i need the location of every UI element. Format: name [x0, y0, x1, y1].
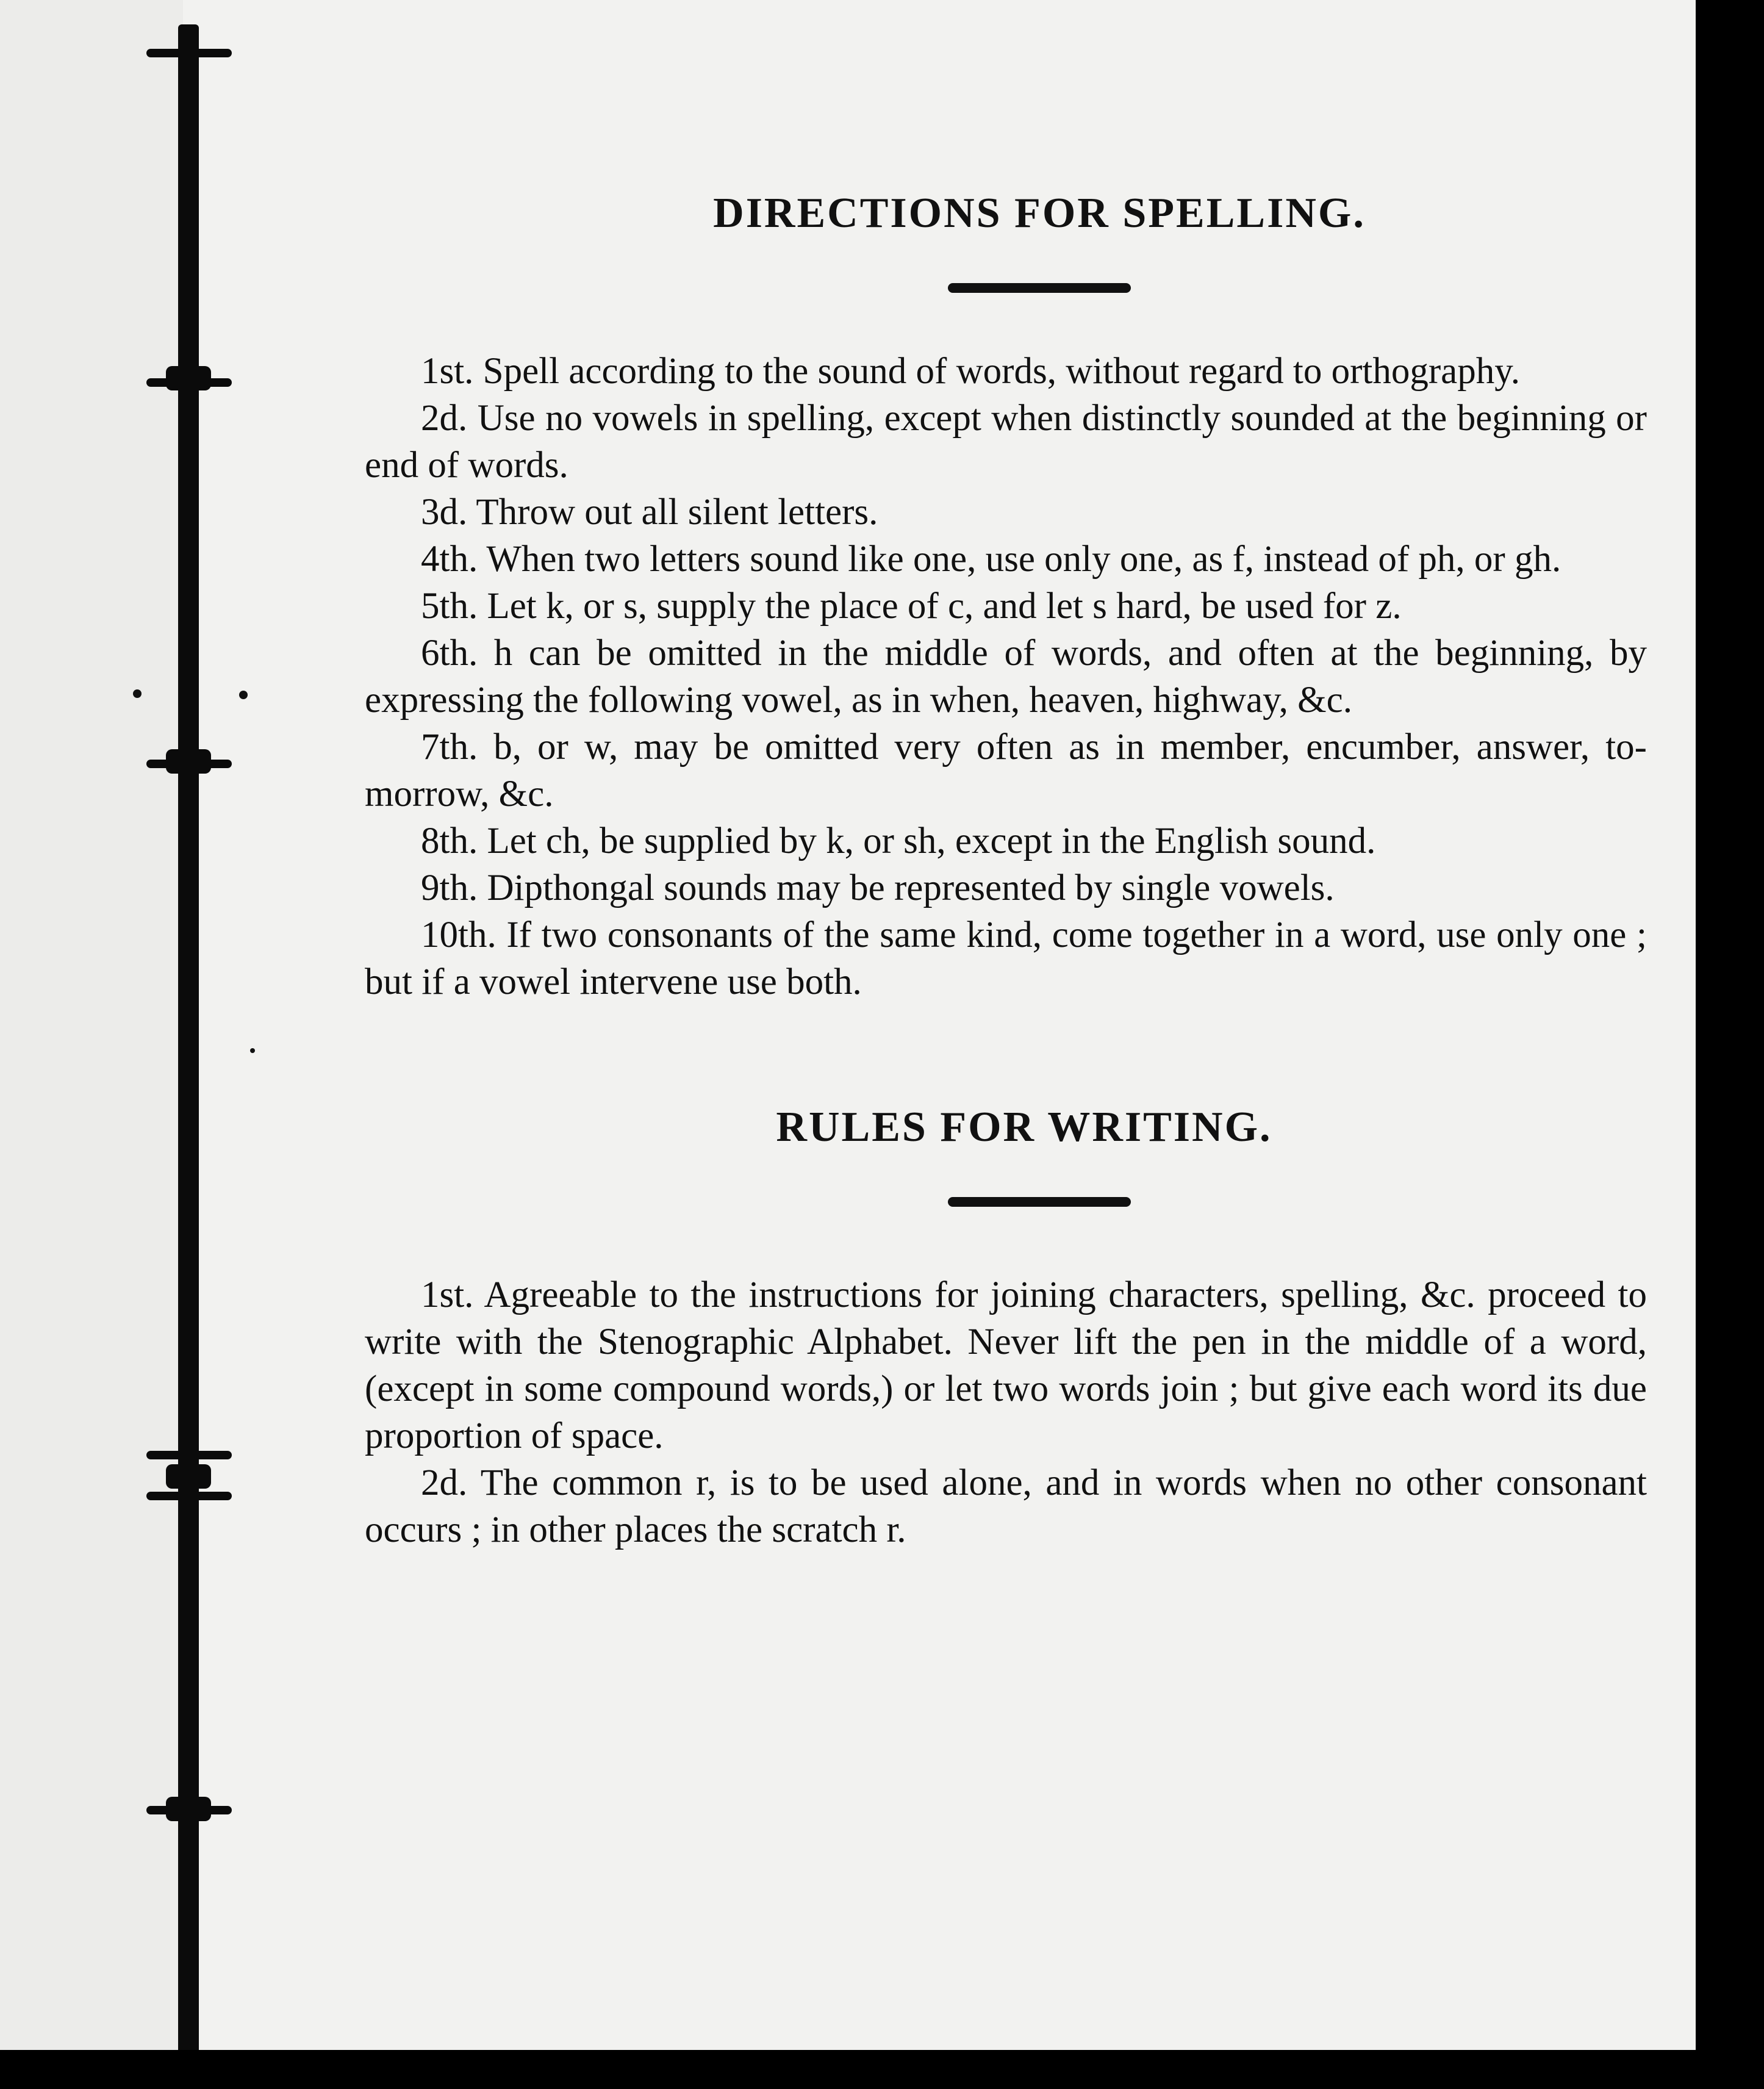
ink-mark [239, 691, 248, 699]
ornamental-rule [948, 1197, 1131, 1207]
list-item: 2d. The common r, is to be used alone, and in words when no other consonant occurs ; in other places the scratch r. [365, 1462, 1647, 1550]
page-content [365, 177, 1647, 1553]
list-item: 3d. Throw out all silent letters. [421, 492, 878, 533]
section-heading: RULES FOR WRITING. [776, 1104, 1272, 1151]
ink-mark [133, 689, 142, 698]
section-heading: DIRECTIONS FOR SPELLING. [713, 190, 1366, 237]
list-item: 1st. Spell according to the sound of words, without regard to orthography. [421, 351, 1521, 392]
binding-stitch-knot [166, 1464, 211, 1489]
binding-stitch [146, 1492, 232, 1500]
list-item: 2d. Use no vowels in spelling, except when distinctly sounded at the beginning or end of words. [365, 398, 1647, 486]
binding-stitch-knot [166, 749, 211, 774]
list-item: 10th. If two consonants of the same kind, come together in a word, use only one ; but if a vowel intervene use both. [365, 915, 1647, 1002]
list-item: 5th. Let k, or s, supply the place of c, and let s hard, be used for z. [421, 586, 1402, 627]
scan-border-right [1696, 0, 1764, 2089]
list-item: 7th. b, or w, may be omitted very often as in member, encumber, answer, to-morrow, &c. [365, 727, 1647, 814]
rule-list [365, 1271, 1647, 1553]
binding-margin [0, 0, 183, 2050]
section-directions-for-spelling [365, 189, 1647, 1005]
scan-border-bottom [0, 2050, 1764, 2089]
section-rules-for-writing [365, 1103, 1647, 1553]
book-spine [178, 24, 199, 2062]
binding-stitch-knot [166, 1797, 211, 1821]
rule-list [365, 348, 1647, 1005]
binding-stitch [146, 49, 232, 57]
ink-mark [250, 1048, 255, 1053]
binding-stitch [146, 1451, 232, 1459]
list-item: 9th. Dipthongal sounds may be represented by single vowels. [421, 868, 1335, 908]
ornamental-rule [948, 283, 1131, 293]
list-item: 8th. Let ch, be supplied by k, or sh, except in the English sound. [421, 821, 1376, 861]
binding-stitch-knot [166, 366, 211, 390]
list-item: 6th. h can be omitted in the middle of words, and often at the beginning, by expressing the following vowel, as in when, heaven, highway, &c. [365, 633, 1647, 721]
list-item: 4th. When two letters sound like one, use only one, as f, instead of ph, or gh. [421, 539, 1561, 580]
list-item: 1st. Agreeable to the instructions for joining characters, spelling, &c. proceed to write with the Stenographic Alphabet. Never lift the pen in the middle of a word, (except in some compound words,) or let two words join ; but give each word its due proportion of space. [365, 1275, 1647, 1456]
